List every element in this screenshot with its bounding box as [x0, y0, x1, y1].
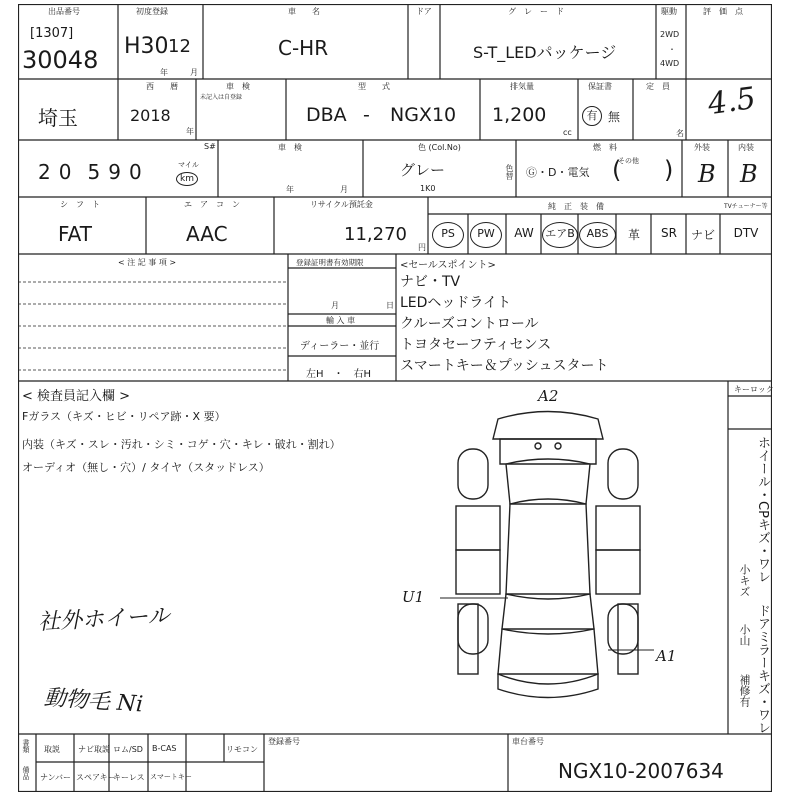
color-change-label: 色替: [505, 164, 514, 180]
shaken-year-unit: 年: [286, 185, 294, 194]
color-label: 色 (Col.No): [418, 143, 461, 152]
car-name: C-HR: [278, 36, 329, 60]
exterior-label: 外装: [694, 143, 710, 152]
import-value: ディーラー・並行: [300, 341, 380, 352]
first-reg-year: H30: [124, 34, 169, 59]
side-small-dent: 小山: [738, 624, 751, 646]
sales-points: [400, 272, 720, 377]
exterior-grade: B: [698, 160, 716, 188]
drive-sep: ・: [668, 45, 676, 54]
first-reg-month: 12: [168, 36, 191, 57]
sales-point: ナビ・TV: [400, 274, 461, 290]
equip-pw: PW: [470, 222, 502, 248]
lot-number: 30048: [22, 46, 99, 74]
grade-value: S-T_LEDパッケージ: [473, 43, 617, 62]
side-small-scratch: 小キズ: [738, 564, 751, 597]
reg-expiry-month: 月: [331, 301, 339, 310]
equip-sunroof: SR: [661, 226, 677, 240]
score-value: 4.5: [705, 80, 758, 123]
tv-tuner-label: TVチューナー等: [724, 203, 768, 210]
recycle-label: リサイクル預託金: [310, 200, 373, 209]
yen-unit: 円: [418, 243, 426, 252]
shift-label: シ フ ト: [60, 200, 100, 209]
inspector-line3: オーディオ（無し・穴）/ タイヤ（スタッドレス）: [22, 461, 270, 474]
model-prefix: DBA: [306, 104, 347, 126]
warranty-yes: 有: [582, 106, 602, 126]
diagram-leader-lines: [418, 584, 678, 664]
footer-item-spare-key: スペアキー: [76, 773, 116, 782]
footer-side-items: 備品: [22, 766, 30, 780]
mileage-digit: 0: [128, 160, 142, 184]
fuel-paren-close: ): [664, 156, 674, 184]
side-vertical-mirror: ドアミラーキズ・ワレ: [755, 604, 770, 734]
equip-ps: PS: [432, 222, 464, 248]
fuel-label: 燃 料: [593, 143, 617, 152]
mileage-digit: 9: [108, 160, 121, 184]
fuel-options: Ⓖ・D・電気: [526, 166, 590, 179]
mileage-digit: 5: [87, 160, 101, 184]
ac-value: AAC: [186, 222, 228, 246]
sales-point: スマートキー＆プッシュスタート: [400, 358, 609, 374]
warranty-no: 無: [608, 110, 621, 124]
reg-expiry-day: 日: [386, 301, 394, 310]
mileage: [38, 160, 178, 184]
handwritten-note2: 動物毛 Ni: [43, 685, 144, 718]
inspector-line1: Fガラス（キズ・ヒビ・リペア跡・X 要）: [22, 410, 226, 423]
displacement: 1,200: [492, 104, 547, 126]
drive-2wd: 2WD: [660, 30, 680, 39]
inspector-line2: 内装（キズ・スレ・汚れ・シミ・コゲ・穴・キレ・破れ・割れ）: [22, 438, 341, 451]
footer-item-remote: リモコン: [226, 745, 258, 754]
inspection-label: 車 検: [226, 82, 250, 91]
drive-label: 駆動: [661, 7, 677, 16]
km-label: km: [176, 172, 198, 186]
diagram-mark-a1: A1: [656, 647, 677, 665]
fuel-paren-open: (: [612, 156, 622, 184]
footer-item-keyless: キーレス: [113, 773, 145, 782]
footer-item-manual: 取説: [44, 745, 60, 754]
first-reg-label: 初度登録: [136, 7, 168, 16]
footer-item-navi-manual: ナビ取説: [78, 745, 110, 754]
reg-no-label: 登録番号: [268, 737, 300, 746]
model-dash: -: [363, 104, 370, 126]
cc-unit: cc: [563, 128, 572, 137]
equip-abs: ABS: [579, 222, 616, 248]
footer-item-number: ナンバー: [40, 773, 72, 782]
equip-navi: ナビ: [690, 228, 715, 242]
year-unit: 年: [160, 68, 168, 77]
footer-item-smart-key: スマートキー: [150, 773, 192, 781]
shaken-month-unit: 月: [340, 185, 348, 194]
model-code: NGX10: [390, 104, 457, 126]
side-vertical-wheel: ホイール・CPキズ・ワレ: [755, 436, 770, 583]
displacement-label: 排気量: [510, 82, 534, 91]
footer-item-bcas: B-CAS: [152, 744, 177, 753]
lot-prefix: [1307]: [30, 26, 74, 41]
sales-point: LEDヘッドライト: [400, 295, 512, 311]
shaken-label: 車 検: [278, 143, 302, 152]
equip-dtv: DTV: [733, 226, 759, 240]
chassis-number: NGX10-2007634: [558, 759, 724, 783]
equip-aw: AW: [514, 226, 534, 240]
inspection-note: 未記入は自登録: [200, 94, 243, 101]
diagram-mark-a2: A2: [538, 387, 559, 405]
equipment-label: 純 正 装 備: [548, 202, 604, 211]
score-label: 評 価 点: [703, 7, 743, 16]
handwritten-note1: 社外ホイール: [37, 603, 171, 636]
reg-expiry-label: 登録証明書有効期限: [296, 258, 364, 267]
equip-airbag: エアB: [542, 222, 578, 248]
footer-side-docs: 書類: [22, 739, 30, 753]
capacity-unit: 名: [676, 129, 684, 138]
sales-label: <セールスポイント>: [400, 260, 496, 271]
color-code: 1K0: [420, 184, 436, 193]
drive-4wd: 4WD: [660, 59, 680, 68]
chassis-label: 車台番号: [512, 737, 544, 746]
mile-label: マイル: [178, 161, 199, 169]
caution-label: < 注 記 事 項 >: [118, 258, 177, 267]
steering-value: 左H ・ 右H: [306, 369, 372, 380]
inspector-title: < 検査員記入欄 >: [22, 389, 131, 404]
month-unit: 月: [190, 68, 198, 77]
key-lock-label: キーロック: [734, 385, 774, 394]
prefecture: 埼玉: [38, 106, 78, 130]
lot-no-label: 出品番号: [48, 7, 80, 16]
import-label: 輸 入 車: [326, 316, 356, 325]
door-label: ドア: [416, 7, 432, 16]
mileage-digit: 0: [58, 160, 72, 184]
warranty-label: 保証書: [588, 82, 612, 91]
western-year-label: 西 暦: [146, 82, 178, 91]
western-year: 2018: [130, 106, 171, 125]
sales-point: トヨタセーフティセンス: [400, 337, 552, 353]
footer-item-rom: ロム/SD: [113, 745, 143, 754]
interior-grade: B: [740, 160, 758, 188]
mileage-digit: 2: [38, 160, 51, 184]
s-label: S#: [204, 142, 216, 151]
western-year-unit: 年: [186, 127, 194, 136]
equip-leather: 革: [627, 228, 640, 242]
ac-label: エ ア コ ン: [184, 200, 240, 209]
sales-point: クルーズコントロール: [400, 316, 539, 332]
shift-value: FAT: [58, 222, 93, 246]
inspection-sheet: [18, 4, 772, 792]
diagram-mark-u1: U1: [402, 588, 425, 606]
interior-label: 内装: [738, 143, 754, 152]
car-name-label: 車 名: [288, 7, 320, 16]
side-vertical-repair: 補修有: [738, 674, 751, 707]
fuel-other: その他: [618, 157, 639, 165]
recycle-amount: 11,270: [344, 224, 407, 245]
model-label: 型 式: [358, 82, 390, 91]
color-value: グレー: [400, 161, 446, 179]
grade-label: グ レ ー ド: [508, 7, 564, 16]
capacity-label: 定 員: [646, 82, 670, 91]
car-diagram: [428, 394, 668, 714]
